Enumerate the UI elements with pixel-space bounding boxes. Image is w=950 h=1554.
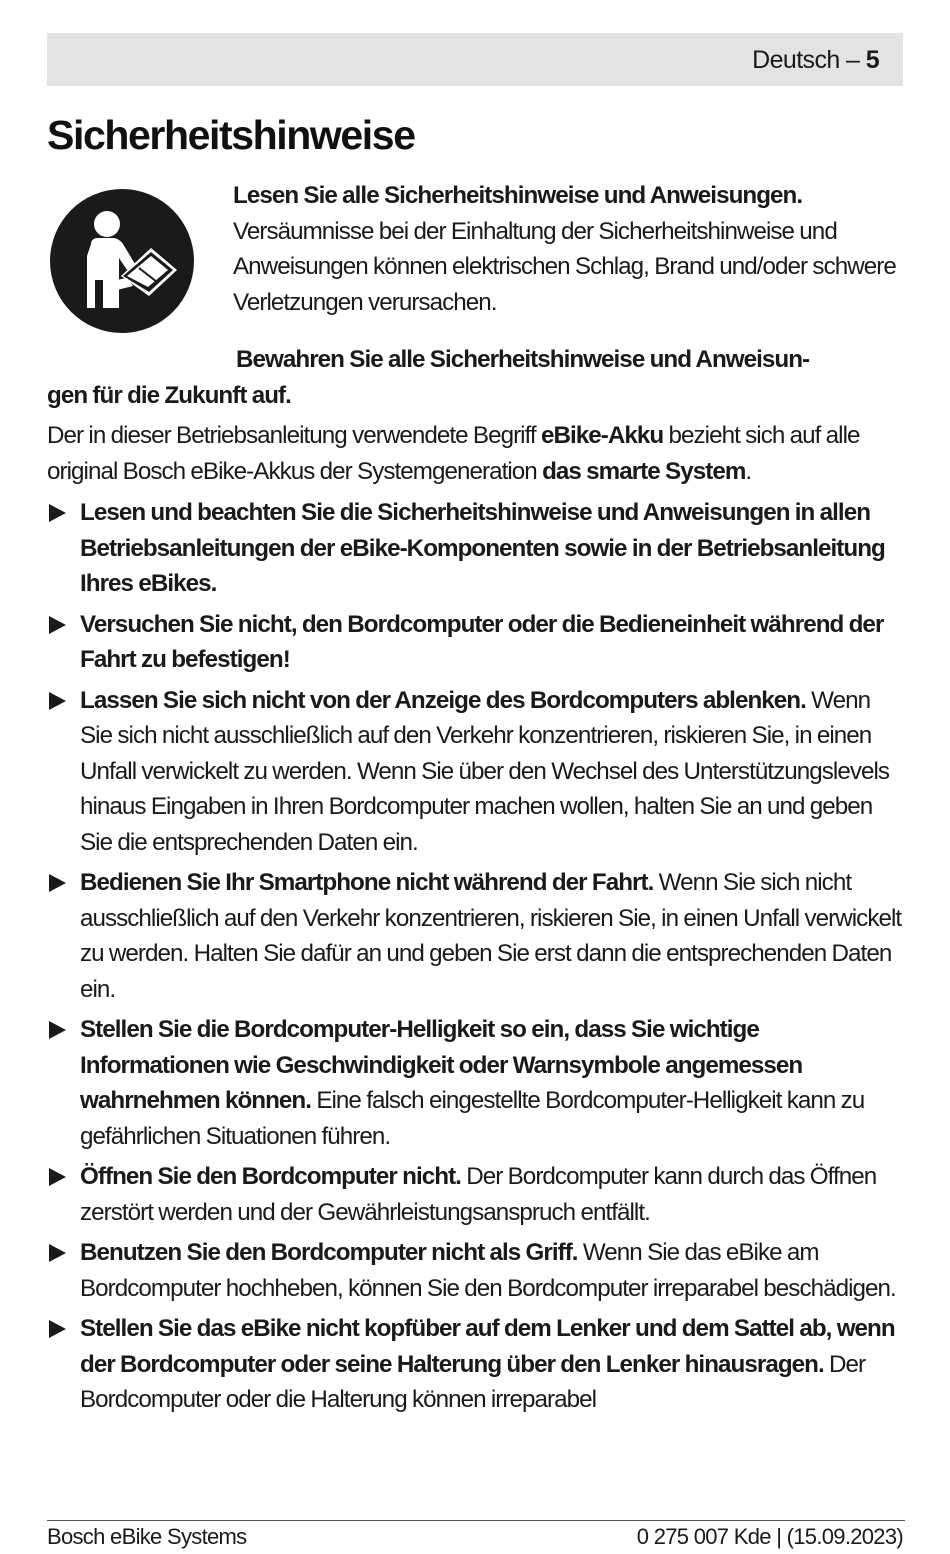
page-header-label: [752, 46, 879, 75]
list-item: [47, 495, 905, 602]
bullet-triangle-icon: [49, 1244, 66, 1262]
bullet-triangle-icon: [49, 692, 66, 710]
list-item-bold: Öffnen Sie den Bordcomputer nicht.: [80, 1163, 461, 1190]
list-item-bold: Stellen Sie das eBike nicht kopfüber auf dem Lenker und dem Sattel ab, wenn der Bordcomputer oder seine Halterung über den Lenker hinausragen.: [80, 1315, 895, 1378]
list-item: [47, 607, 905, 678]
term-definition: [47, 418, 905, 489]
term-text-2: bezieht sich auf alle original Bosch eBike-Akkus der Systemgeneration: [47, 422, 860, 485]
list-item: [47, 865, 905, 1007]
term-text-3: .: [745, 457, 752, 485]
list-item-text: Wenn Sie sich nicht ausschließlich auf den Verkehr konzentrieren, riskieren Sie, in einen Unfall verwickelt zu werden. Wenn Sie über den Wechsel des Unterstützungslevels hinaus Eingaben in Ihren Bordcomputer machen wollen, halten Sie an und geben Sie die entsprechenden Daten ein.: [80, 686, 890, 856]
list-item: [47, 1311, 905, 1418]
list-item-bold: Bedienen Sie Ihr Smartphone nicht während der Fahrt.: [80, 869, 654, 896]
list-item-bold: Lesen und beachten Sie die Sicherheitshinweise und Anweisungen in allen Betriebsanleitungen der eBike-Komponenten sowie in der Betriebsanleitung Ihres eBikes.: [80, 499, 885, 597]
header-separator: –: [846, 46, 860, 74]
page-content: [47, 178, 905, 1423]
list-item-text: Eine falsch eingestellte Bordcomputer-Helligkeit kann zu gefährlichen Situationen führen.: [80, 1087, 865, 1150]
bullet-triangle-icon: [49, 616, 66, 634]
term-bold-2: das smarte System: [542, 457, 746, 485]
list-item-bold: Stellen Sie die Bordcomputer-Helligkeit so ein, dass Sie wichtige Informationen wie Geschwindigkeit oder Warnsymbole angemessen wahrnehmen können.: [80, 1016, 803, 1114]
page-header: [47, 33, 903, 86]
section-title: Sicherheitshinweise: [47, 112, 415, 158]
page-number: 5: [865, 46, 879, 74]
footer-divider: [47, 1520, 905, 1521]
bullet-triangle-icon: [49, 1168, 66, 1186]
list-item: [47, 683, 905, 861]
bullet-triangle-icon: [49, 874, 66, 892]
list-item-text: Wenn Sie das eBike am Bordcomputer hochheben, können Sie den Bordcomputer irreparabel beschädigen.: [80, 1239, 896, 1302]
term-bold-1: eBike-Akku: [541, 422, 664, 449]
intro-keep-instructions: [47, 342, 905, 413]
bullet-triangle-icon: [49, 504, 66, 522]
bullet-triangle-icon: [49, 1021, 66, 1039]
list-item-text: Der Bordcomputer oder die Halterung können irreparabel: [80, 1350, 866, 1413]
safety-list: [47, 495, 905, 1418]
intro-block: [47, 178, 905, 320]
list-item-text: Wenn Sie sich nicht ausschließlich auf den Verkehr konzentrieren, riskieren Sie, in einen Unfall verwickelt zu werden. Halten Sie dafür an und geben Sie erst dann die entsprechenden Daten ein.: [80, 869, 902, 1003]
list-item-bold: Benutzen Sie den Bordcomputer nicht als Griff.: [80, 1239, 578, 1266]
footer-company: Bosch eBike Systems: [47, 1524, 247, 1549]
bullet-triangle-icon: [49, 1320, 66, 1338]
list-item: [47, 1159, 905, 1230]
header-language: Deutsch: [752, 46, 840, 74]
list-item-bold: Versuchen Sie nicht, den Bordcomputer oder die Bedieneinheit während der Fahrt zu befestigen!: [80, 610, 884, 673]
list-item-text: Der Bordcomputer kann durch das Öffnen zerstört werden und der Gewährleistungsanspruch entfällt.: [80, 1163, 877, 1226]
keep-bold-line1: Bewahren Sie alle Sicherheitshinweise und Anweisun-: [236, 346, 810, 373]
list-item: [47, 1012, 905, 1154]
list-item-bold: Lassen Sie sich nicht von der Anzeige des Bordcomputers ablenken.: [80, 686, 806, 714]
intro-read-all-bold: Lesen Sie alle Sicherheitshinweise und Anweisungen.: [233, 182, 803, 209]
footer-doc-id: 0 275 007 Kde | (15.09.2023): [636, 1524, 903, 1549]
list-item: [47, 1235, 905, 1306]
read-manual-icon: [47, 186, 197, 336]
intro-read-all-text: Versäumnisse bei der Einhaltung der Sicherheitshinweise und Anweisungen können elektrischen Schlag, Brand und/oder schwere Verletzungen verursachen.: [233, 217, 896, 316]
term-text-1: Der in dieser Betriebsanleitung verwendete Begriff: [47, 422, 536, 449]
keep-bold-line2: gen für die Zukunft auf.: [47, 381, 291, 409]
